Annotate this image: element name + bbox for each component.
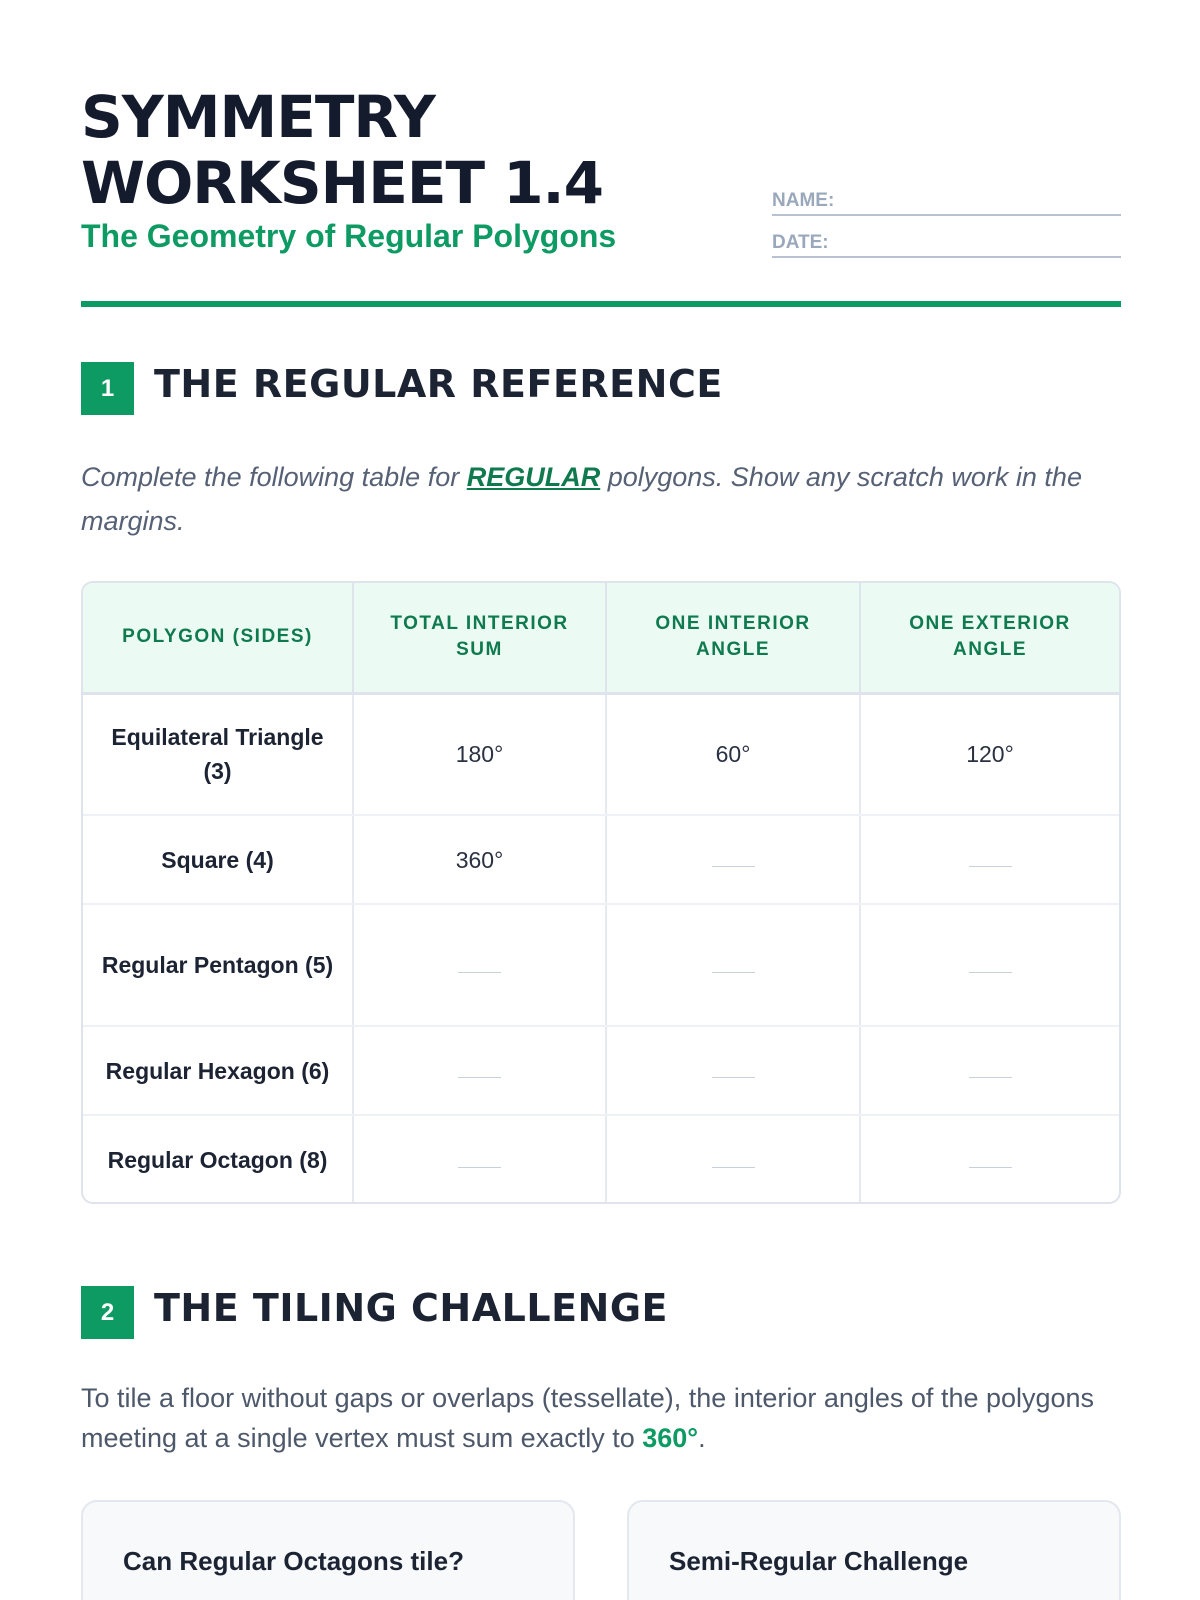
answer-blank-cell[interactable] [606, 904, 860, 1026]
description-text-start: To tile a floor without gaps or overlaps (tessellate), the interior angles of the polygons meeting at a single vertex must sum exactly to [81, 1383, 1095, 1453]
polygon-table [81, 581, 1121, 1204]
name-label: NAME: [772, 190, 835, 211]
section-1-number: 1 [81, 362, 134, 415]
exterior-angle-cell: 120° [860, 693, 1119, 815]
answer-blank-cell[interactable] [860, 904, 1119, 1026]
section-2-number: 2 [81, 1286, 134, 1339]
polygon-name-cell: Equilateral Triangle (3) [83, 693, 353, 815]
answer-blank[interactable] [712, 961, 755, 973]
polygon-name-cell: Regular Pentagon (5) [83, 904, 353, 1026]
table-row [83, 904, 1119, 1026]
date-label: DATE: [772, 232, 829, 253]
answer-blank[interactable] [969, 1156, 1012, 1168]
title-line-2: WORKSHEET 1.4 [81, 149, 603, 217]
title-line-1: SYMMETRY [81, 83, 435, 151]
section-1-title: THE REGULAR REFERENCE [154, 362, 723, 406]
answer-blank[interactable] [712, 855, 755, 867]
card-title: Semi-Regular Challenge [669, 1546, 969, 1576]
answer-blank[interactable] [458, 1156, 501, 1168]
octagon-question-card [81, 1500, 575, 1600]
section-2-title: THE TILING CHALLENGE [154, 1286, 668, 1330]
answer-blank-cell[interactable] [353, 904, 606, 1026]
column-header-one-exterior-angle: ONE EXTERIOR ANGLE [860, 583, 1119, 693]
table-row [83, 1115, 1119, 1204]
name-field[interactable] [772, 190, 1121, 216]
table-row [83, 815, 1119, 904]
answer-blank[interactable] [712, 1156, 755, 1168]
date-field[interactable] [772, 232, 1121, 258]
section-2-description [81, 1378, 1141, 1458]
total-interior-cell: 180° [353, 693, 606, 815]
total-interior-cell: 360° [353, 815, 606, 904]
worksheet-title [81, 84, 603, 216]
answer-blank-cell[interactable] [353, 1026, 606, 1115]
semi-regular-card [627, 1500, 1121, 1600]
instruction-text-start: Complete the following table for [81, 462, 467, 492]
answer-blank-cell[interactable] [860, 1026, 1119, 1115]
table-header-row [83, 583, 1119, 693]
worksheet-subtitle: The Geometry of Regular Polygons [81, 218, 617, 254]
answer-blank-cell[interactable] [860, 815, 1119, 904]
answer-blank[interactable] [712, 1066, 755, 1078]
answer-blank-cell[interactable] [860, 1115, 1119, 1204]
polygon-name-cell: Regular Hexagon (6) [83, 1026, 353, 1115]
table-row [83, 693, 1119, 815]
column-header-polygon: POLYGON (SIDES) [83, 583, 353, 693]
answer-blank-cell[interactable] [606, 815, 860, 904]
answer-blank[interactable] [969, 1066, 1012, 1078]
column-header-total-interior-sum: TOTAL INTERIOR SUM [353, 583, 606, 693]
column-header-one-interior-angle: ONE INTERIOR ANGLE [606, 583, 860, 693]
card-title: Can Regular Octagons tile? [123, 1546, 464, 1576]
answer-blank[interactable] [969, 855, 1012, 867]
instruction-text-end: polygons. Show any scratch work in the margins. [81, 462, 1082, 536]
answer-blank[interactable] [458, 961, 501, 973]
polygon-name-cell: Regular Octagon (8) [83, 1115, 353, 1204]
section-1-instruction [81, 455, 1121, 543]
answer-blank[interactable] [458, 1066, 501, 1078]
description-text-end: . [698, 1423, 706, 1453]
interior-angle-cell: 60° [606, 693, 860, 815]
description-highlight: 360° [642, 1423, 699, 1453]
instruction-emphasis: REGULAR [466, 462, 601, 492]
polygon-name-cell: Square (4) [83, 815, 353, 904]
answer-blank-cell[interactable] [353, 1115, 606, 1204]
answer-blank-cell[interactable] [606, 1115, 860, 1204]
header-divider [81, 301, 1121, 307]
answer-blank-cell[interactable] [606, 1026, 860, 1115]
answer-blank[interactable] [969, 961, 1012, 973]
table-row [83, 1026, 1119, 1115]
